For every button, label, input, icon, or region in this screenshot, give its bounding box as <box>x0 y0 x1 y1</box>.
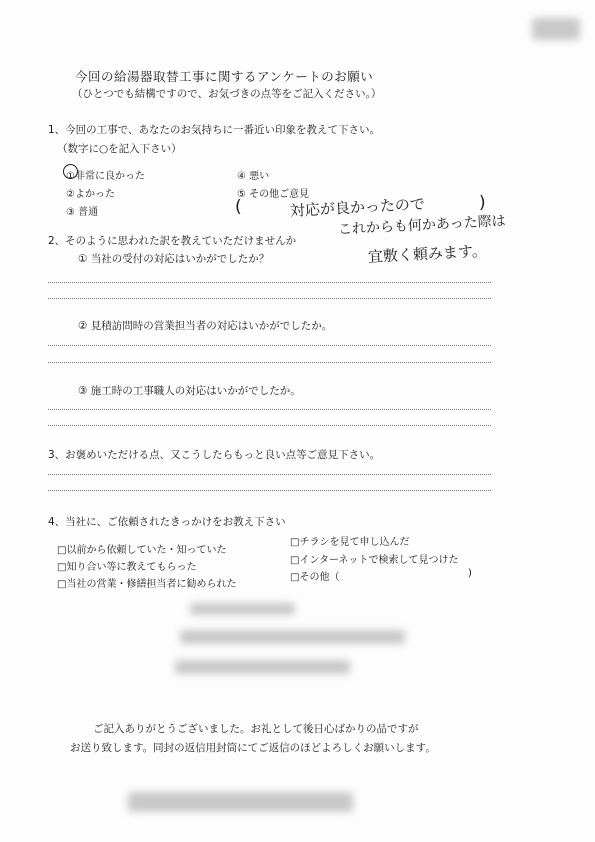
footer-line-1: ご記入ありがとうございました。お礼として後日心ばかりの品ですが <box>93 723 419 735</box>
q1-paren-close: ) <box>479 193 486 213</box>
q1-question: 1、今回の工事で、あなたのお気持ちに一番近い印象を教えて下さい。 <box>48 124 380 136</box>
q4-option-internet[interactable]: □インターネットで検索して見つけた <box>290 555 459 566</box>
q1-option-1[interactable]: ①非常に良かった <box>66 171 145 182</box>
answer-line <box>48 345 491 346</box>
answer-line <box>48 298 491 299</box>
redacted-block <box>190 603 295 615</box>
q4-question: 4、当社に、ご依頼されたきっかけをお教え下さい <box>48 516 286 528</box>
redacted-signature <box>128 792 353 812</box>
q1-option-5[interactable]: ⑤ その他ご意見 <box>237 189 310 200</box>
q4-other-close: ) <box>468 568 472 579</box>
handwritten-line-1: 対応が良かったので <box>289 194 426 220</box>
redacted-block <box>175 660 350 674</box>
page-title: 今回の給湯器取替工事に関するアンケートのお願い <box>75 69 374 84</box>
q1-option-3[interactable]: ③ 普通 <box>66 207 99 218</box>
page-subtitle: （ひとつでも結構ですので、お気づきの点等をご記入ください。） <box>72 88 382 100</box>
q1-option-2[interactable]: ②よかった <box>66 189 115 200</box>
q4-option-other[interactable]: □その他（ <box>290 572 340 583</box>
q4-option-referral[interactable]: □知り合い等に教えてもらった <box>57 562 197 573</box>
q1-paren-open: ( <box>235 197 242 217</box>
redacted-corner <box>532 18 580 40</box>
answer-line <box>48 409 491 410</box>
handwritten-line-3: 宜敷く頼みます。 <box>367 241 488 266</box>
q2-sub3: ③ 施工時の工事職人の対応はいかがでしたか。 <box>78 385 301 397</box>
answer-line <box>48 425 491 426</box>
q2-sub2: ② 見積訪問時の営業担当者の対応はいかがでしたか。 <box>78 320 333 332</box>
answer-line <box>48 474 491 475</box>
q2-question: 2、そのように思われた訳を教えていただけませんか <box>48 235 297 247</box>
q4-option-staff-recommended[interactable]: □当社の営業・修繕担当者に勧められた <box>57 579 237 590</box>
answer-line <box>48 490 491 491</box>
q1-option-4[interactable]: ④ 悪い <box>237 171 270 182</box>
q1-instruction: （数字に○を記入下さい） <box>57 143 182 155</box>
footer-line-2: お送り致します。同封の返信用封筒にてご返信のほどよろしくお願いします。 <box>70 742 436 754</box>
q3-question: 3、お褒めいただける点、又こうしたらもっと良い点等ご意見下さい。 <box>48 449 381 461</box>
answer-line <box>48 362 491 363</box>
q2-sub1: ① 当社の受付の対応はいかがでしたか？ <box>78 253 270 265</box>
handwritten-line-2: これからも何かあった際は <box>337 213 507 238</box>
answer-line <box>48 282 491 283</box>
q4-option-flyer[interactable]: □チラシを見て申し込んだ <box>290 537 410 548</box>
q4-option-previous-client[interactable]: □以前から依頼していた・知っていた <box>57 545 227 556</box>
redacted-block <box>180 630 405 644</box>
